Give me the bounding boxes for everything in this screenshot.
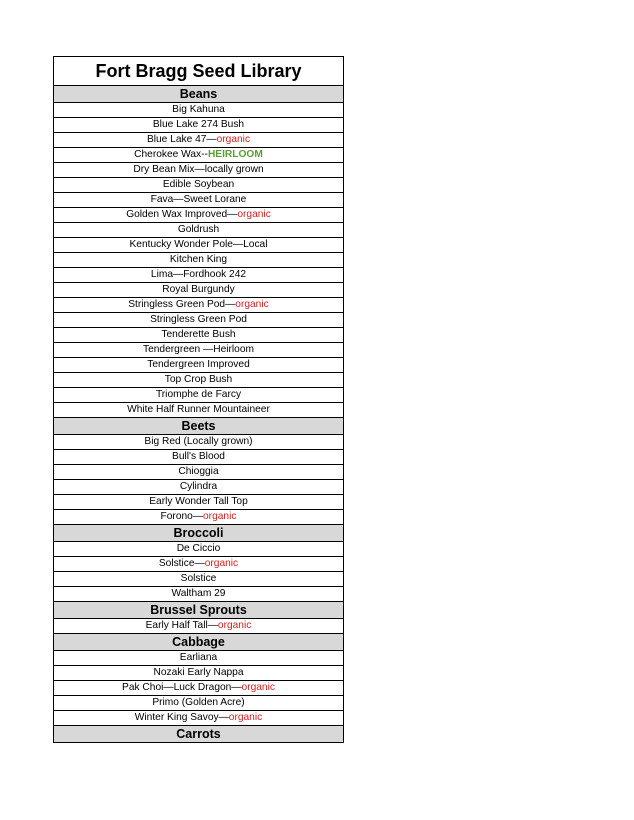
seed-name: Waltham 29 xyxy=(171,588,226,599)
page-title: Fort Bragg Seed Library xyxy=(54,57,343,86)
category-header: Broccoli xyxy=(54,525,343,542)
category-header: Beans xyxy=(54,86,343,103)
seed-name: Blue Lake 274 Bush xyxy=(152,119,245,130)
seed-item xyxy=(54,651,343,666)
seed-item xyxy=(54,572,343,587)
organic-tag: organic xyxy=(237,209,271,220)
seed-item xyxy=(54,223,343,238)
seed-item xyxy=(54,148,343,163)
seed-name: Bull's Blood xyxy=(172,451,225,462)
seed-name: Dry Bean Mix—locally grown xyxy=(133,164,264,175)
seed-name: Solstice xyxy=(180,573,217,584)
seed-item xyxy=(54,435,343,450)
seed-name: Blue Lake 47— xyxy=(146,134,217,145)
seed-rows xyxy=(54,86,343,742)
seed-item xyxy=(54,480,343,495)
category-header: Beets xyxy=(54,418,343,435)
seed-name: Kentucky Wonder Pole—Local xyxy=(129,239,268,250)
seed-name: Cylindra xyxy=(179,481,218,492)
seed-item xyxy=(54,587,343,602)
seed-name: Solstice— xyxy=(158,558,205,569)
seed-item xyxy=(54,163,343,178)
seed-item xyxy=(54,666,343,681)
organic-tag: organic xyxy=(217,620,252,631)
seed-name: Primo (Golden Acre) xyxy=(152,697,245,708)
seed-name: Triomphe de Farcy xyxy=(155,389,242,400)
organic-tag: organic xyxy=(235,299,269,310)
category-header: Carrots xyxy=(54,726,343,742)
seed-item xyxy=(54,373,343,388)
organic-tag: organic xyxy=(204,558,239,569)
seed-item xyxy=(54,403,343,418)
seed-name: Top Crop Bush xyxy=(164,374,233,385)
seed-item xyxy=(54,268,343,283)
seed-item xyxy=(54,298,343,313)
seed-item xyxy=(54,253,343,268)
seed-name: Tenderette Bush xyxy=(161,329,236,340)
seed-item xyxy=(54,118,343,133)
seed-name: Golden Wax Improved— xyxy=(126,209,238,220)
seed-item xyxy=(54,193,343,208)
organic-tag: organic xyxy=(203,511,237,522)
seed-name: White Half Runner Mountaineer xyxy=(127,404,270,415)
organic-tag: organic xyxy=(216,134,251,145)
seed-name: Early Wonder Tall Top xyxy=(149,496,248,507)
seed-name: Edible Soybean xyxy=(162,179,235,190)
seed-item xyxy=(54,343,343,358)
seed-name: Early Half Tall— xyxy=(145,620,218,631)
heirloom-tag: HEIRLOOM xyxy=(207,149,263,160)
seed-name: Forono— xyxy=(160,511,204,522)
seed-item xyxy=(54,450,343,465)
seed-name: Big Red (Locally grown) xyxy=(144,436,253,447)
seed-item xyxy=(54,510,343,525)
seed-name: Tendergreen Improved xyxy=(147,359,250,370)
organic-tag: organic xyxy=(241,682,275,693)
seed-name: Earliana xyxy=(179,652,218,663)
seed-name: Kitchen King xyxy=(169,254,228,265)
seed-item xyxy=(54,238,343,253)
seed-item xyxy=(54,542,343,557)
organic-tag: organic xyxy=(228,712,263,723)
seed-item xyxy=(54,313,343,328)
seed-name: Cherokee Wax-- xyxy=(134,149,208,160)
seed-item xyxy=(54,711,343,726)
seed-item xyxy=(54,358,343,373)
seed-item xyxy=(54,465,343,480)
seed-item xyxy=(54,696,343,711)
seed-name: Pak Choi—Luck Dragon— xyxy=(122,682,242,693)
seed-item xyxy=(54,178,343,193)
seed-item xyxy=(54,103,343,118)
seed-name: Lima—Fordhook 242 xyxy=(150,269,247,280)
seed-item xyxy=(54,495,343,510)
seed-item xyxy=(54,619,343,634)
seed-item xyxy=(54,133,343,148)
seed-item xyxy=(54,557,343,572)
seed-item xyxy=(54,208,343,223)
seed-name: Tendergreen —Heirloom xyxy=(143,344,254,355)
category-header: Brussel Sprouts xyxy=(54,602,343,619)
seed-item xyxy=(54,388,343,403)
seed-name: Nozaki Early Nappa xyxy=(153,667,244,678)
seed-item xyxy=(54,328,343,343)
seed-name: Fava—Sweet Lorane xyxy=(150,194,247,205)
seed-item xyxy=(54,283,343,298)
seed-name: Stringless Green Pod xyxy=(150,314,247,325)
seed-item xyxy=(54,681,343,696)
seed-name: Goldrush xyxy=(177,224,220,235)
seed-name: Winter King Savoy— xyxy=(134,712,229,723)
seed-name: Stringless Green Pod— xyxy=(128,299,236,310)
seed-list-table xyxy=(53,56,344,743)
category-header: Cabbage xyxy=(54,634,343,651)
seed-name: Chioggia xyxy=(178,466,219,477)
seed-name: De Ciccio xyxy=(176,543,221,554)
seed-name: Royal Burgundy xyxy=(162,284,235,295)
seed-name: Big Kahuna xyxy=(172,104,225,115)
